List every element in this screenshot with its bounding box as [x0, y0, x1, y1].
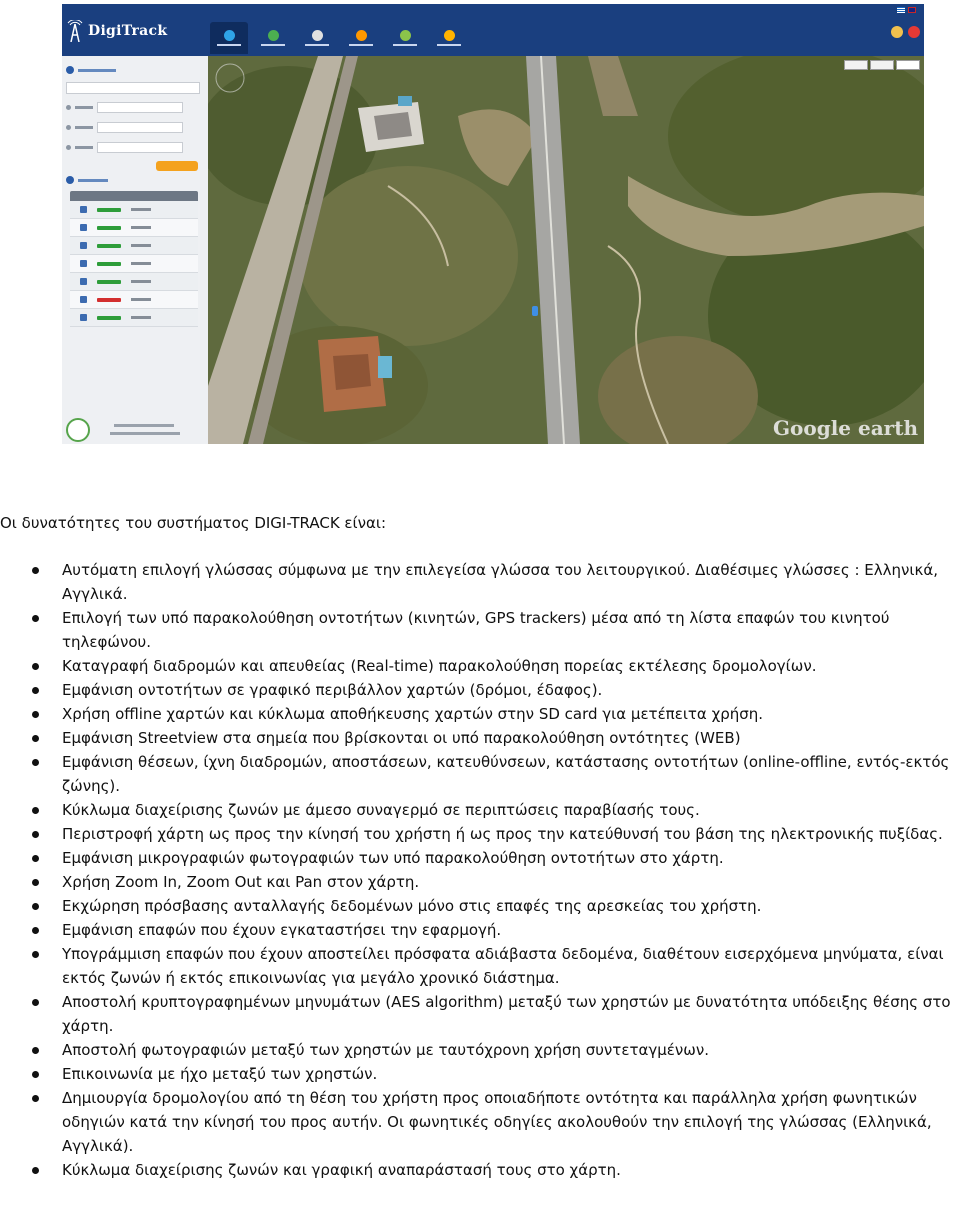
feature-text: Επιλογή των υπό παρακολούθηση οντοτήτων (κινητών, GPS trackers) μέσα από τη λίστα επαφών του κινητού τηλεφώνου.: [62, 609, 890, 651]
footer-logo: [66, 418, 90, 442]
feature-item: [0, 822, 960, 846]
globe-icon: [224, 30, 235, 41]
feature-item: [0, 750, 960, 798]
feature-item: [0, 606, 960, 654]
sidebar: [62, 56, 209, 444]
top-nav-item[interactable]: [176, 6, 212, 14]
feature-text: Δημιουργία δρομολογίου από τη θέση του χρήστη προς οποιαδήποτε οντότητα και παράλληλα χρήση φωνητικών οδηγιών κατά την κίνησή του προς αυτήν. Οι φωνητικές οδηγίες ακολουθούν την επιλογή της γλώσσας (Ελληνικά, Αγγλικά).: [62, 1089, 932, 1155]
filter-row: [66, 122, 183, 133]
map-watermark: Google earth: [772, 416, 918, 440]
uk-flag-icon[interactable]: [908, 7, 916, 13]
vehicles-section-header: [66, 176, 108, 184]
vehicle-row[interactable]: [70, 291, 198, 309]
vehicle-timestamp: [131, 316, 151, 319]
bullet-icon: [32, 615, 39, 622]
greek-flag-icon[interactable]: [897, 7, 905, 13]
tab-places[interactable]: [386, 22, 424, 54]
feature-item: [0, 1038, 960, 1062]
feature-text: Επικοινωνία με ήχο μεταξύ των χρηστών.: [62, 1065, 378, 1083]
search-input[interactable]: [66, 82, 200, 94]
bullet-icon: [32, 903, 39, 910]
tab-live[interactable]: [210, 22, 248, 54]
bullet-icon: [32, 735, 39, 742]
vehicle-icon: [80, 224, 87, 231]
app-header: [62, 4, 924, 56]
feature-item: [0, 726, 960, 750]
tab-stats[interactable]: [254, 22, 292, 54]
map-type-satellite[interactable]: [870, 60, 894, 70]
feature-item: [0, 798, 960, 822]
bullet-icon: [32, 951, 39, 958]
feature-item: [0, 870, 960, 894]
pin-icon: [400, 30, 411, 41]
bus-icon: [66, 176, 74, 184]
features-list: [0, 558, 960, 1182]
bullet-icon: [32, 1095, 39, 1102]
top-nav-item[interactable]: [114, 6, 139, 14]
vehicle-icon: [80, 314, 87, 321]
filter-field[interactable]: [97, 102, 183, 113]
vehicle-icon: [80, 278, 87, 285]
feature-text: Εμφάνιση οντοτήτων σε γραφικό περιβάλλον χαρτών (δρόμοι, έδαφος).: [62, 681, 603, 699]
language-flags: [897, 7, 916, 13]
feature-item: [0, 1158, 960, 1182]
search-section-header: [66, 66, 116, 74]
vehicle-status-label: [97, 298, 121, 302]
search-icon: [66, 66, 74, 74]
brand-name: DigiTrack: [88, 23, 168, 39]
bullet-icon: [32, 663, 39, 670]
vehicle-table: [70, 191, 198, 327]
feature-text: Εκχώρηση πρόσβασης ανταλλαγής δεδομένων μόνο στις επαφές της αρεσκείας του χρήστη.: [62, 897, 762, 915]
top-nav-item[interactable]: [141, 6, 173, 14]
feature-item: [0, 894, 960, 918]
main-tabs: [210, 22, 468, 54]
user-icon[interactable]: [891, 26, 903, 38]
vehicle-timestamp: [131, 280, 151, 283]
vehicle-timestamp: [131, 208, 151, 211]
vehicle-timestamp: [131, 244, 151, 247]
feature-text: Χρήση Zoom In, Zoom Out και Pan στον χάρτη.: [62, 873, 420, 891]
bullet-icon: [32, 831, 39, 838]
developer-line: [110, 432, 180, 435]
vehicle-timestamp: [131, 226, 151, 229]
vehicle-icon: [80, 242, 87, 249]
top-nav: [66, 6, 212, 14]
feature-text: Κύκλωμα διαχείρισης ζωνών και γραφική αναπαράστασή τους στο χάρτη.: [62, 1161, 621, 1179]
satellite-map[interactable]: [208, 56, 924, 444]
tab-settings[interactable]: [430, 22, 468, 54]
feature-item: [0, 942, 960, 990]
feature-text: Υπογράμμιση επαφών που έχουν αποστείλει πρόσφατα αδιάβαστα δεδομένα, διαθέτουν εισερχόμενα μηνύματα, είναι εκτός ζωνών ή εκτός επικοινωνίας για μεγάλο χρονικό διάστημα.: [62, 945, 944, 987]
settings-icon: [444, 30, 455, 41]
feature-text: Αποστολή κρυπτογραφημένων μηνυμάτων (AES algorithm) μεταξύ των χρηστών με δυνατότητα υπόδειξης θέσης στο χάρτη.: [62, 993, 951, 1035]
bullet-icon: [32, 1071, 39, 1078]
bullet-icon: [32, 855, 39, 862]
vehicle-row[interactable]: [70, 255, 198, 273]
vehicle-timestamp: [131, 298, 151, 301]
type-select[interactable]: [97, 142, 183, 153]
map-type-map[interactable]: [844, 60, 868, 70]
filter-field[interactable]: [97, 122, 183, 133]
map-imagery: [208, 56, 924, 444]
top-nav-item[interactable]: [86, 6, 111, 14]
vehicle-icon: [80, 260, 87, 267]
vehicle-status-label: [97, 208, 121, 212]
map-type-earth[interactable]: [896, 60, 920, 70]
feature-item: [0, 990, 960, 1038]
vehicle-row[interactable]: [70, 219, 198, 237]
vehicle-table-body: [70, 201, 198, 327]
feature-text: Καταγραφή διαδρομών και απευθείας (Real-time) παρακολούθηση πορείας εκτέλεσης δρομολογίων.: [62, 657, 817, 675]
report-icon: [312, 30, 323, 41]
feature-item: [0, 678, 960, 702]
features-intro: Οι δυνατότητες του συστήματος DIGI-TRACK είναι:: [0, 514, 387, 532]
vehicle-status-label: [97, 262, 121, 266]
map-type-controls: [844, 60, 920, 70]
feature-text: Χρήση offline χαρτών και κύκλωμα αποθήκευσης χαρτών στην SD card για μετέπειτα χρήση.: [62, 705, 764, 723]
vehicle-status-label: [97, 244, 121, 248]
people-icon: [268, 30, 279, 41]
feature-item: [0, 1062, 960, 1086]
feature-item: [0, 1086, 960, 1158]
vehicle-row[interactable]: [70, 309, 198, 327]
app-screenshot: [62, 4, 924, 444]
feature-text: Εμφάνιση μικρογραφιών φωτογραφιών των υπό παρακολούθηση οντοτήτων στο χάρτη.: [62, 849, 724, 867]
bullet-icon: [32, 879, 39, 886]
bullet-icon: [32, 1167, 39, 1174]
feature-text: Αποστολή φωτογραφιών μεταξύ των χρηστών με ταυτόχρονη χρήση συντεταγμένων.: [62, 1041, 709, 1059]
vehicle-timestamp: [131, 262, 151, 265]
bullet-icon: [32, 711, 39, 718]
feature-item: [0, 918, 960, 942]
feature-text: Περιστροφή χάρτη ως προς την κίνησή του χρήστη ή ως προς την κατεύθυνσή του βάση της ηλεκτρονικής πυξίδας.: [62, 825, 943, 843]
filter-row: [66, 142, 183, 153]
vehicle-row[interactable]: [70, 237, 198, 255]
vehicle-row[interactable]: [70, 201, 198, 219]
route-icon: [356, 30, 367, 41]
power-icon[interactable]: [908, 26, 920, 38]
bullet-icon: [32, 687, 39, 694]
feature-text: Εμφάνιση επαφών που έχουν εγκαταστήσει την εφαρμογή.: [62, 921, 502, 939]
vehicle-table-header: [70, 191, 198, 201]
vehicle-status-label: [97, 280, 121, 284]
header-actions: [891, 26, 920, 38]
feature-item: [0, 846, 960, 870]
tab-routes[interactable]: [342, 22, 380, 54]
vehicle-row[interactable]: [70, 273, 198, 291]
feature-text: Αυτόματη επιλογή γλώσσας σύμφωνα με την επιλεγείσα γλώσσα του λειτουργικού. Διαθέσιμες γλώσσες : Ελληνικά, Αγγλικά.: [62, 561, 938, 603]
bullet-icon: [32, 927, 39, 934]
bullet-icon: [32, 759, 39, 766]
vehicle-status-label: [97, 316, 121, 320]
tab-reports[interactable]: [298, 22, 336, 54]
feature-text: Κύκλωμα διαχείρισης ζωνών με άμεσο συναγερμό σε περιπτώσεις παραβίασής τους.: [62, 801, 700, 819]
filter-row: [66, 102, 183, 113]
feature-item: [0, 702, 960, 726]
vehicle-icon: [80, 206, 87, 213]
search-button[interactable]: [156, 161, 198, 171]
feature-item: [0, 558, 960, 606]
bullet-icon: [32, 999, 39, 1006]
bullet-icon: [32, 807, 39, 814]
feature-item: [0, 654, 960, 678]
top-nav-item[interactable]: [66, 6, 84, 14]
bullet-icon: [32, 567, 39, 574]
feature-text: Εμφάνιση Streetview στα σημεία που βρίσκονται οι υπό παρακολούθηση οντότητες (WEB): [62, 729, 741, 747]
bullet-icon: [32, 1047, 39, 1054]
feature-text: Εμφάνιση θέσεων, ίχνη διαδρομών, αποστάσεων, κατευθύνσεων, κατάστασης οντοτήτων (online-offline, εντός-εκτός ζώνης).: [62, 753, 950, 795]
copyright-line: [114, 424, 174, 427]
signal-tower-icon: [66, 20, 84, 42]
vehicle-status-label: [97, 226, 121, 230]
brand-logo: [66, 20, 167, 42]
vehicle-icon: [80, 296, 87, 303]
